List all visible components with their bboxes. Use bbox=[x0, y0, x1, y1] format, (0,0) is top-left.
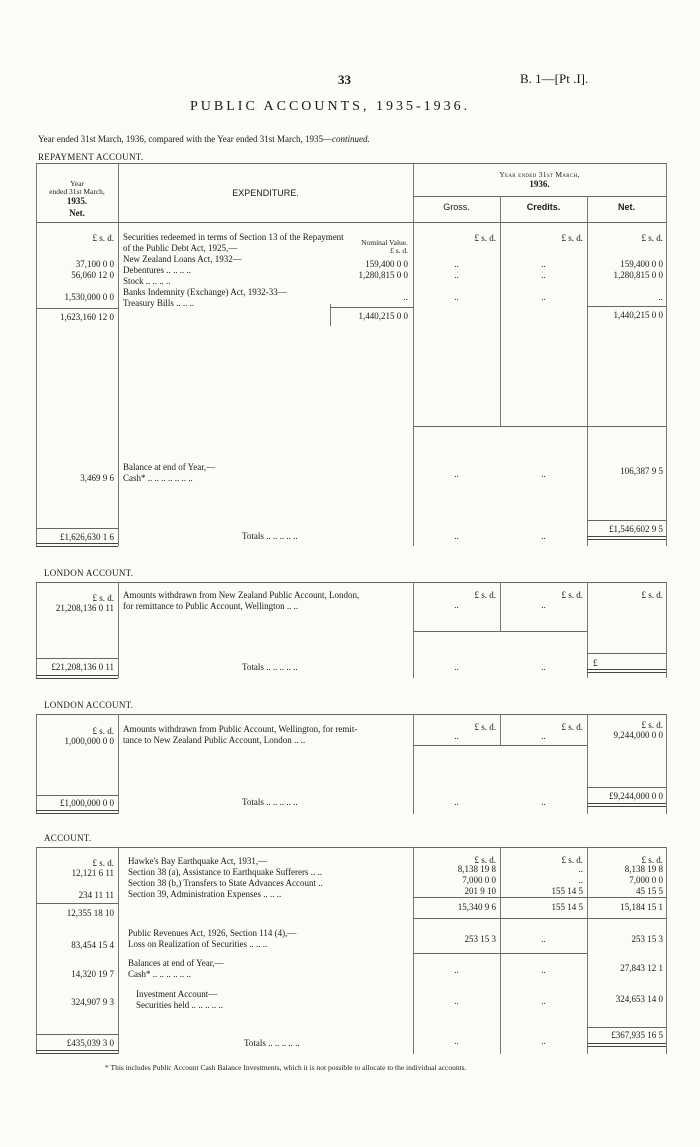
gross-total: .. bbox=[454, 662, 459, 672]
net-value: 9,244,000 0 0 bbox=[613, 730, 663, 740]
credits-investment: .. bbox=[541, 996, 546, 1006]
header-credits: Credits. bbox=[526, 202, 561, 212]
prev-revenues: 83,454 15 4 bbox=[71, 940, 114, 950]
prev-value: 1,000,000 0 0 bbox=[64, 736, 114, 746]
prev-investment: 324,907 9 3 bbox=[71, 997, 114, 1007]
credits-cash: .. bbox=[541, 965, 546, 975]
gross-subtotal: 15,340 9 6 bbox=[457, 902, 496, 912]
net-currency-header: £ s. d. bbox=[641, 590, 663, 600]
gross-total: .. bbox=[454, 797, 459, 807]
net-values: 159,400 0 0 1,280,815 0 0 .. bbox=[613, 259, 663, 302]
gross-dots: .. .. .. bbox=[454, 259, 459, 302]
page-title: PUBLIC ACCOUNTS, 1935-1936. bbox=[190, 99, 471, 114]
credits-dots: .. .. .. bbox=[541, 259, 546, 302]
credits-subtotal: 155 14 5 bbox=[551, 902, 583, 912]
net-total: £367,935 16 5 bbox=[611, 1030, 663, 1040]
page-subtitle: Year ended 31st March, 1936, compared with the Year ended 31st March, 1935—continued. bbox=[38, 134, 370, 144]
prev-currency-header: £ s. d. bbox=[92, 858, 114, 868]
header-year-current: Year ended 31st March, bbox=[499, 170, 580, 179]
prev-balance: 3,469 9 6 bbox=[80, 473, 114, 483]
footnote: * This includes Public Account Cash Balance Investments, which it is not possible to allocate to the individual accounts. bbox=[105, 1063, 467, 1072]
totals-label: Totals .. .. .. .. .. bbox=[242, 662, 298, 672]
expenditure-text: Hawke's Bay Earthquake Act, 1931,— Section 38 (a), Assistance to Earthquake Sufferers .. .. Section 38 (b,) Transfers to State Advances Account .. Section 39, Administration Expenses .. .. .. bbox=[128, 856, 323, 899]
credits-dots: .. bbox=[541, 731, 546, 741]
totals-label: Totals .. .. .. .. .. bbox=[244, 1038, 300, 1048]
gross-cash: .. bbox=[454, 965, 459, 975]
prev-currency-header: £ s. d. bbox=[92, 593, 114, 603]
gross-balance: .. bbox=[454, 469, 459, 479]
credits-currency-header: £ s. d. bbox=[561, 855, 583, 865]
prev-currency-header: £ s. d. bbox=[92, 726, 114, 736]
page-number: 33 bbox=[338, 72, 351, 87]
investment-text: Investment Account— Securities held .. .. .. .. .. bbox=[136, 989, 223, 1010]
gross-currency-header: £ s. d. bbox=[474, 855, 496, 865]
gross-currency-header: £ s. d. bbox=[474, 722, 496, 732]
gross-total: .. bbox=[454, 531, 459, 541]
net-values: 8,138 19 8 7,000 0 0 45 15 5 bbox=[624, 864, 663, 896]
prev-total: £435,039 3 0 bbox=[66, 1038, 114, 1048]
net-total: £1,546,602 9 5 bbox=[609, 524, 663, 534]
prev-total: £21,208,136 0 11 bbox=[51, 662, 114, 672]
header-gross: Gross. bbox=[443, 202, 470, 212]
expenditure-text: Securities redeemed in terms of Section 13 of the Repayment of the Public Debt Act, 1925,— New Zealand Loans Act, 1932— Debentures .. .. .. .. Stock .. .. .. .. Banks Indemnity (Exchange) Act, 1932-33— Treasury Bills .. .. .. bbox=[123, 232, 344, 308]
prev-total: £1,000,000 0 0 bbox=[60, 798, 114, 808]
net-total: £ bbox=[593, 658, 598, 668]
document-reference: B. 1—[Pt .I]. bbox=[520, 71, 589, 86]
gross-dots: .. bbox=[454, 600, 459, 610]
net-currency-header: £ s. d. bbox=[641, 720, 663, 730]
header-year-prev-value: 1935. bbox=[66, 196, 88, 206]
net-total: £9,244,000 0 0 bbox=[609, 791, 663, 801]
credits-revenues: .. bbox=[541, 934, 546, 944]
prev-cash: 14,320 19 7 bbox=[71, 969, 114, 979]
net-currency-header: £ s. d. bbox=[641, 855, 663, 865]
prev-currency-header: £ s. d. bbox=[92, 233, 114, 243]
nominal-total: 1,440,215 0 0 bbox=[358, 311, 408, 321]
nominal-value-header: Nominal Value. £ s. d. bbox=[361, 238, 408, 255]
credits-balance: .. bbox=[541, 469, 546, 479]
prev-subtotal: 12,355 18 10 bbox=[66, 908, 114, 918]
net-investment: 324,653 14 0 bbox=[615, 994, 663, 1004]
credits-currency-header: £ s. d. bbox=[561, 590, 583, 600]
prev-value: 21,208,136 0 11 bbox=[55, 603, 114, 613]
totals-label: Totals .. .. .. .. .. bbox=[242, 797, 298, 807]
header-year-current-value: 1936. bbox=[529, 179, 550, 189]
prev-total: £1,626,630 1 6 bbox=[60, 532, 114, 542]
header-net-prev: Net. bbox=[69, 208, 85, 218]
net-subtotal: 1,440,215 0 0 bbox=[613, 310, 663, 320]
gross-revenues: 253 15 3 bbox=[464, 934, 496, 944]
section-title-repayment: REPAYMENT ACCOUNT. bbox=[38, 152, 144, 162]
expenditure-text: Amounts withdrawn from New Zealand Public Account, London, for remittance to Public Account, Wellington .. .. bbox=[123, 590, 360, 611]
revenues-text: Public Revenues Act, 1926, Section 114 (4),— Loss on Realization of Securities .. .. .. bbox=[128, 928, 297, 949]
gross-dots: .. bbox=[454, 731, 459, 741]
prev-values: 12,121 6 11 234 11 11 bbox=[71, 868, 114, 900]
credits-total: .. bbox=[541, 531, 546, 541]
section-title-london-2: LONDON ACCOUNT. bbox=[44, 700, 134, 710]
totals-label: Totals .. .. .. .. .. bbox=[242, 531, 298, 541]
credits-values: .. .. 155 14 5 bbox=[551, 864, 583, 896]
net-subtotal: 15,184 15 1 bbox=[620, 902, 663, 912]
section-title-account: ACCOUNT. bbox=[44, 833, 92, 843]
credits-dots: .. bbox=[541, 600, 546, 610]
header-expenditure: EXPENDITURE. bbox=[232, 188, 299, 198]
gross-investment: .. bbox=[454, 996, 459, 1006]
net-balance: 106,387 9 5 bbox=[620, 466, 663, 476]
header-year-prev: Year ended 31st March, bbox=[49, 179, 105, 196]
gross-currency-header: £ s. d. bbox=[474, 233, 496, 243]
credits-currency-header: £ s. d. bbox=[561, 233, 583, 243]
gross-currency-header: £ s. d. bbox=[474, 590, 496, 600]
prev-subtotal: 1,623,160 12 0 bbox=[60, 312, 114, 322]
net-cash: 27,843 12 1 bbox=[620, 963, 663, 973]
nominal-values: 159,400 0 0 1,280,815 0 0 .. bbox=[358, 259, 408, 302]
net-revenues: 253 15 3 bbox=[631, 934, 663, 944]
credits-total: .. bbox=[541, 1036, 546, 1046]
expenditure-text: Amounts withdrawn from Public Account, Wellington, for remit- tance to New Zealand Public Account, London .. .. bbox=[123, 724, 358, 745]
section-title-london-1: LONDON ACCOUNT. bbox=[44, 568, 134, 578]
balances-text: Balances at end of Year,— Cash* .. .. .. .. .. .. bbox=[128, 958, 224, 979]
credits-currency-header: £ s. d. bbox=[561, 722, 583, 732]
gross-values: 8,138 19 8 7,000 0 0 201 9 10 bbox=[457, 864, 496, 896]
credits-total: .. bbox=[541, 797, 546, 807]
gross-total: .. bbox=[454, 1036, 459, 1046]
prev-values: 37,100 0 0 56,060 12 0 1,530,000 0 0 bbox=[64, 259, 114, 302]
credits-total: .. bbox=[541, 662, 546, 672]
net-currency-header: £ s. d. bbox=[641, 233, 663, 243]
balance-text: Balance at end of Year,— Cash* .. .. .. .. .. .. .. bbox=[123, 462, 216, 483]
header-net: Net. bbox=[617, 202, 635, 212]
